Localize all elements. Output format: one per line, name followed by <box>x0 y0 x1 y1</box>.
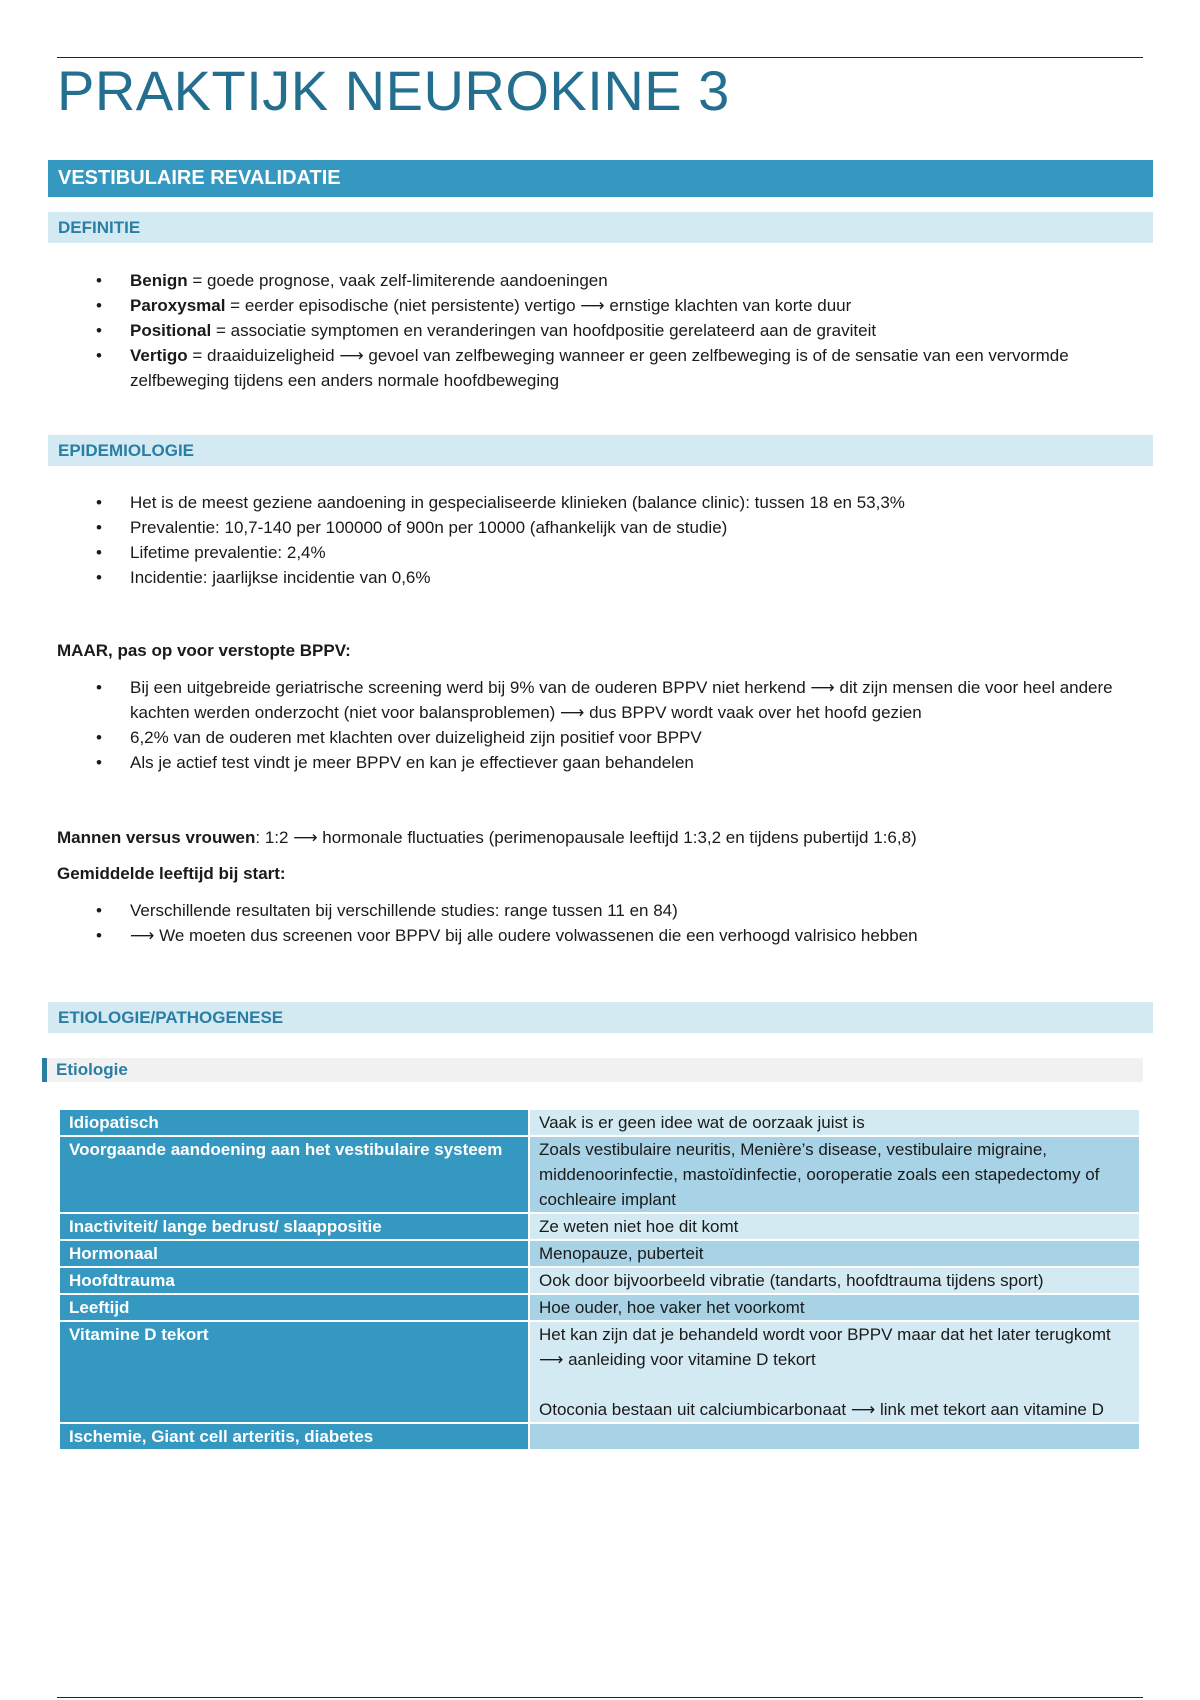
definition: = associatie symptomen en veranderingen van hoofdpositie gerelateerd aan de graviteit <box>211 321 877 340</box>
hidden-bppv-list <box>96 675 1156 775</box>
cause-cell: Leeftijd <box>59 1294 529 1321</box>
etiologie-table <box>58 1108 1141 1451</box>
cause-cell: Idiopatisch <box>59 1109 529 1136</box>
cause-cell: Inactiviteit/ lange bedrust/ slaappositie <box>59 1213 529 1240</box>
gender-label: Mannen versus vrouwen <box>57 828 256 847</box>
list-item: • Prevalentie: 10,7-140 per 100000 of 900n per 10000 (afhankelijk van de studie) <box>96 515 1156 540</box>
epidemiologie-heading: EPIDEMIOLOGIE <box>48 435 1153 466</box>
description-cell: Vaak is er geen idee wat de oorzaak juist is <box>529 1109 1140 1136</box>
cause-cell: Hoofdtrauma <box>59 1267 529 1294</box>
list-item: • ⟶ We moeten dus screenen voor BPPV bij alle oudere volwassenen die een verhoogd valrisico hebben <box>96 923 1156 948</box>
cause-cell: Vitamine D tekort <box>59 1321 529 1423</box>
document-title: PRAKTIJK NEUROKINE 3 <box>57 59 730 122</box>
table-row <box>59 1423 1140 1450</box>
definitie-list <box>96 268 1156 393</box>
table-row <box>59 1267 1140 1294</box>
table-row <box>59 1294 1140 1321</box>
cause-cell: Hormonaal <box>59 1240 529 1267</box>
hidden-bppv-heading: MAAR, pas op voor verstopte BPPV: <box>57 641 351 660</box>
list-item <box>96 343 1156 393</box>
paragraph-gap <box>539 1372 1130 1397</box>
description-cell: Hoe ouder, hoe vaker het voorkomt <box>529 1294 1140 1321</box>
table-row <box>59 1213 1140 1240</box>
definition: = eerder episodische (niet persistente) vertigo ⟶ ernstige klachten van korte duur <box>225 296 852 315</box>
age-list <box>96 898 1156 948</box>
bottom-divider <box>57 1697 1143 1698</box>
definition: = goede prognose, vaak zelf-limiterende aandoeningen <box>187 271 608 290</box>
list-item <box>96 268 1156 293</box>
etiologie-subheading: Etiologie <box>42 1058 1143 1082</box>
term: Benign <box>130 271 188 290</box>
term: Positional <box>130 321 212 340</box>
epidemiologie-list <box>96 490 1156 590</box>
list-item: • 6,2% van de ouderen met klachten over duizeligheid zijn positief voor BPPV <box>96 725 1156 750</box>
table-row <box>59 1321 1140 1423</box>
term: Paroxysmal <box>130 296 226 315</box>
list-item: • Bij een uitgebreide geriatrische screening werd bij 9% van de ouderen BPPV niet herkend ⟶ dit zijn mensen die voor heel andere kachten werden onderzocht (niet voor balansproblemen) ⟶ dus BPPV wordt vaak over het hoofd gezien <box>96 675 1156 725</box>
description-paragraph: Het kan zijn dat je behandeld wordt voor BPPV maar dat het later terugkomt ⟶ aanleiding voor vitamine D tekort <box>539 1325 1111 1369</box>
age-heading: Gemiddelde leeftijd bij start: <box>57 864 286 883</box>
list-item: • Als je actief test vindt je meer BPPV en kan je effectiever gaan behandelen <box>96 750 1156 775</box>
list-item <box>96 293 1156 318</box>
section-heading: VESTIBULAIRE REVALIDATIE <box>48 160 1153 197</box>
table-row <box>59 1240 1140 1267</box>
description-cell: Zoals vestibulaire neuritis, Menière’s disease, vestibulaire migraine, middenoorinfectie, mastoïdinfectie, ooroperatie zoals een stapedectomy of cochleaire implant <box>529 1136 1140 1213</box>
cause-cell: Ischemie, Giant cell arteritis, diabetes <box>59 1423 529 1450</box>
description-cell <box>529 1321 1140 1423</box>
list-item: • Het is de meest geziene aandoening in gespecialiseerde klinieken (balance clinic): tussen 18 en 53,3% <box>96 490 1156 515</box>
list-item <box>96 318 1156 343</box>
list-item: • Verschillende resultaten bij verschillende studies: range tussen 11 en 84) <box>96 898 1156 923</box>
gender-text: : 1:2 ⟶ hormonale fluctuaties (perimenopausale leeftijd 1:3,2 en tijdens pubertijd 1:6,8) <box>255 828 917 847</box>
definition: = draaiduizeligheid ⟶ gevoel van zelfbeweging wanneer er geen zelfbeweging is of de sensatie van een vervormde zelfbeweging tijdens een anders normale hoofdbeweging <box>130 346 1069 390</box>
list-item: • Lifetime prevalentie: 2,4% <box>96 540 1156 565</box>
description-cell: Ook door bijvoorbeeld vibratie (tandarts, hoofdtrauma tijdens sport) <box>529 1267 1140 1294</box>
description-cell <box>529 1423 1140 1450</box>
list-item: • Incidentie: jaarlijkse incidentie van 0,6% <box>96 565 1156 590</box>
etiologie-pathogenese-heading: ETIOLOGIE/PATHOGENESE <box>48 1002 1153 1033</box>
subheading-accent-bar <box>42 1058 47 1082</box>
definitie-heading: DEFINITIE <box>48 212 1153 243</box>
gender-ratio <box>57 825 917 850</box>
table-row <box>59 1109 1140 1136</box>
description-cell: Menopauze, puberteit <box>529 1240 1140 1267</box>
cause-cell: Voorgaande aandoening aan het vestibulaire systeem <box>59 1136 529 1213</box>
description-cell: Ze weten niet hoe dit komt <box>529 1213 1140 1240</box>
description-paragraph: Otoconia bestaan uit calciumbicarbonaat ⟶ link met tekort aan vitamine D <box>539 1400 1104 1419</box>
term: Vertigo <box>130 346 188 365</box>
table-row <box>59 1136 1140 1213</box>
